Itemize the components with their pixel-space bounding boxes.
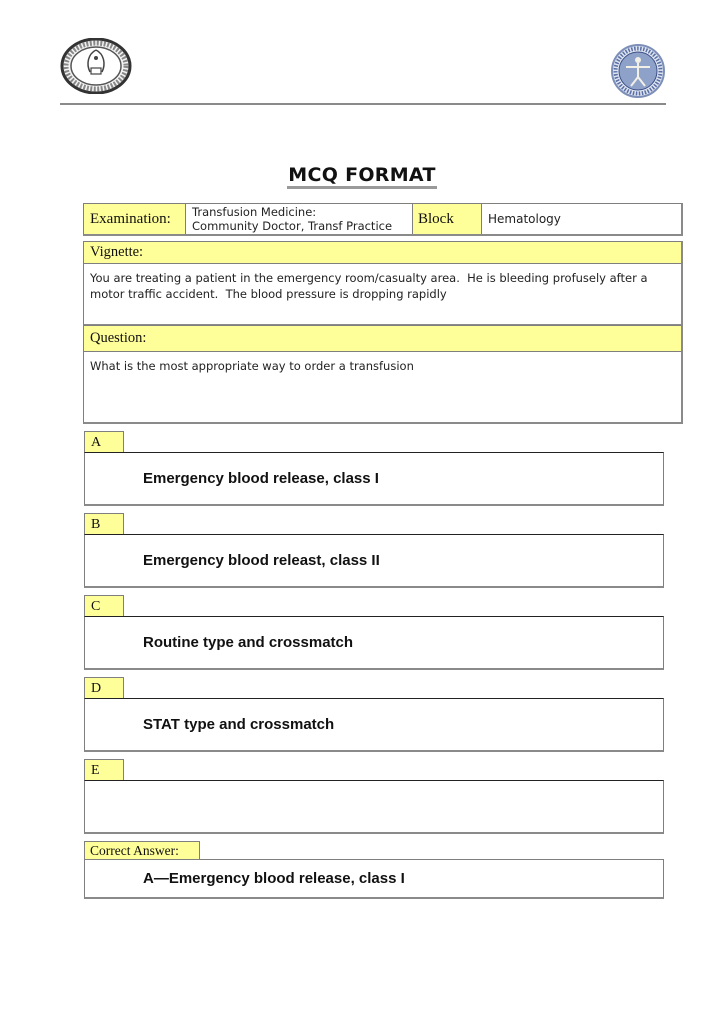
examination-value[interactable] [186, 204, 413, 234]
option-a-box[interactable] [84, 452, 664, 506]
question-text[interactable]: What is the most appropriate way to order a transfusion [83, 352, 683, 424]
question-label: Question: [83, 325, 683, 352]
block-value[interactable]: Hematology [488, 212, 561, 226]
examination-value-line1: Transfusion Medicine: [192, 205, 317, 219]
option-b-text: Emergency blood releast, class II [143, 552, 380, 569]
block-label: Block [413, 204, 482, 234]
option-a-text: Emergency blood release, class I [143, 470, 379, 487]
option-d-label: D [84, 677, 124, 699]
vignette-label: Vignette: [83, 241, 683, 264]
examination-label: Examination: [84, 204, 186, 234]
option-d-text: STAT type and crossmatch [143, 716, 335, 733]
option-e-label: E [84, 759, 124, 781]
option-e-box[interactable] [84, 780, 664, 834]
vitruvian-man-seal-icon [610, 44, 666, 98]
vignette-text-line2: motor traffic accident. The blood pressure is dropping rapidly [90, 287, 447, 301]
option-c-text: Routine type and crossmatch [143, 634, 354, 651]
correct-answer-text: A—Emergency blood release, class I [143, 870, 405, 887]
vignette-text-line1: You are treating a patient in the emergency room/casualty area. He is bleeding profusely after a [90, 271, 648, 285]
correct-answer-label: Correct Answer: [84, 841, 200, 860]
option-c-box[interactable] [84, 616, 664, 670]
exam-info-table [83, 203, 683, 236]
page-title-text: MCQ FORMAT [287, 164, 436, 189]
university-seal-icon [60, 38, 132, 94]
option-b-box[interactable] [84, 534, 664, 588]
vignette-text[interactable] [83, 264, 683, 326]
option-c-label: C [84, 595, 124, 617]
correct-answer-box[interactable] [84, 859, 664, 899]
option-a-label: A [84, 431, 124, 453]
page-title [0, 164, 724, 189]
option-b-label: B [84, 513, 124, 535]
examination-value-line2: Community Doctor, Transf Practice [192, 219, 393, 233]
option-d-box[interactable] [84, 698, 664, 752]
header-rule [60, 103, 666, 105]
